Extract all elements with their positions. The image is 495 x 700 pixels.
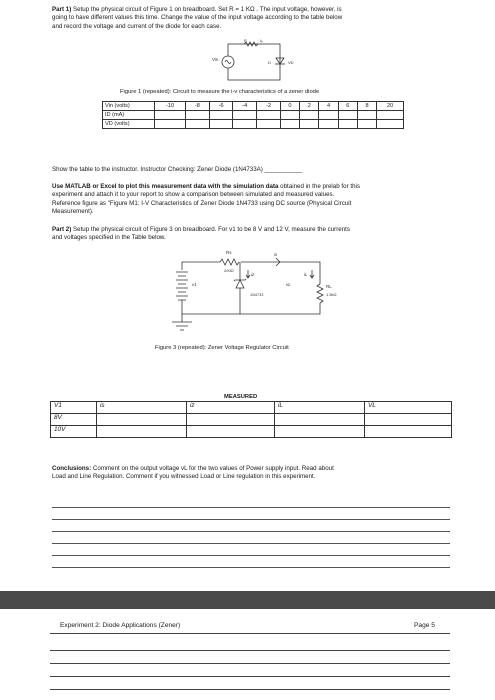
matlab-line-2: experiment and attach it to your report to show a comparison between simulated and measured values. (52, 191, 335, 199)
table2-header-cell: iz (187, 402, 275, 414)
table1-row-label: ID (mA) (103, 111, 155, 120)
table1-header-cell: 8 (357, 102, 376, 111)
table1-row-label: VD (volts) (103, 120, 155, 129)
table1-cell[interactable] (257, 120, 281, 129)
zener-1n4733 (236, 280, 244, 288)
table1-header-cell: 20 (377, 102, 404, 111)
table2-header-cell: V1 (51, 402, 97, 414)
matlab-line-4: Measurement). (52, 208, 94, 216)
measured-header: MEASURED (224, 394, 258, 400)
conclusions-line-1: Comment on the output voltage vL for the two values of Power supply input. Read about (91, 465, 334, 472)
table2-cell[interactable] (97, 426, 187, 438)
fig3-label-rs: Rs (226, 250, 232, 255)
table1-cell[interactable] (357, 111, 376, 120)
matlab-bold: Use MATLAB or Excel to plot this measurement data with the simulation data (52, 183, 279, 190)
fig1-label-vd: VD (288, 60, 294, 65)
table2-cell[interactable] (187, 414, 275, 426)
answer-line[interactable] (50, 689, 450, 690)
table1-cell[interactable] (209, 111, 233, 120)
answer-line[interactable] (52, 555, 450, 556)
table1-cell[interactable] (280, 111, 299, 120)
table1-header-cell: 2 (300, 102, 319, 111)
fig3-label-rl: RL (326, 284, 332, 289)
figure1-caption: Figure 1 (repeated): Circuit to measure the i-v characteristics of a zener diode (120, 89, 320, 95)
answer-line[interactable] (52, 507, 450, 508)
table1-header-cell: -4 (233, 102, 257, 111)
ground-icon (172, 322, 192, 330)
fig3-label-rl-val: 1.5kΩ (326, 292, 337, 297)
fig3-label-zener: 1N4733 (250, 293, 264, 297)
answer-line[interactable] (52, 567, 450, 568)
table1-header-cell: -10 (155, 102, 186, 111)
answer-line[interactable] (52, 531, 450, 532)
part1-heading: Part 1) (52, 6, 72, 13)
page-separator-band (0, 591, 495, 609)
figure1-loop (228, 44, 280, 80)
table2-row-8v (51, 414, 452, 426)
table2-cell[interactable] (275, 414, 365, 426)
table1-cell[interactable] (377, 111, 404, 120)
fig3-label-il: iL (304, 272, 308, 277)
table2-row-label: 8V (51, 414, 97, 426)
table1-cell[interactable] (300, 111, 319, 120)
table2-cell[interactable] (275, 426, 365, 438)
table1-cell[interactable] (377, 120, 404, 129)
fig1-label-vin: Vin (212, 57, 219, 62)
table1-cell[interactable] (319, 120, 338, 129)
fig3-label-rs-val: 200Ω (224, 268, 234, 273)
arrow-iz-icon (246, 270, 250, 278)
regulator-measurement-table (50, 401, 452, 438)
table2-row-label: 10V (51, 426, 97, 438)
table2-header-row (51, 402, 452, 414)
fig3-label-v1: v1 (192, 282, 197, 287)
part1-paragraph (52, 6, 452, 31)
table1-cell[interactable] (319, 111, 338, 120)
iv-measurement-table (102, 101, 404, 129)
footer-title: Experiment 2: Diode Applications (Zener) (60, 622, 181, 629)
resistor-rl (317, 284, 323, 303)
table1-row-vd (103, 120, 404, 129)
table1-cell[interactable] (155, 111, 186, 120)
table1-cell[interactable] (186, 111, 210, 120)
table1-cell[interactable] (155, 120, 186, 129)
part1-line-1: Setup the physical circuit of Figure 1 on breadboard. Set R = 1 KΩ . The input voltage, however, is (73, 6, 342, 13)
figure3-circuit (160, 244, 350, 334)
part1-line-3: and record the voltage and current of the diode for each case. (52, 22, 222, 30)
table1-header-cell: -6 (209, 102, 233, 111)
table2-cell[interactable] (187, 426, 275, 438)
table1-header-cell: Vin (volts) (103, 102, 155, 111)
table1-cell[interactable] (257, 111, 281, 120)
resistor-rs (220, 259, 239, 265)
table2-cell[interactable] (365, 426, 452, 438)
table1-cell[interactable] (233, 111, 257, 120)
table1-header-row (103, 102, 404, 111)
matlab-line-3: Reference figure as "Figure M1: I-V Characteristics of Zener Diode 1N4733 using DC source (Physical Circuit (52, 199, 352, 207)
table1-cell[interactable] (338, 111, 357, 120)
table1-cell[interactable] (280, 120, 299, 129)
arrow-il-icon (310, 270, 314, 278)
part1-line-2: going to have different values this time. Change the value of the input voltage according to the table below (52, 14, 343, 22)
fig1-label-r: R (244, 38, 247, 43)
part2-line-2: and voltages specified in the Table below. (52, 234, 166, 242)
table2-row-10v (51, 426, 452, 438)
fig3-label-is: is (274, 252, 278, 257)
table1-cell[interactable] (186, 120, 210, 129)
table1-header-cell: -8 (186, 102, 210, 111)
fig1-label-d: D (268, 60, 271, 65)
part2-paragraph (52, 226, 452, 243)
fig3-label-vl: vL (286, 282, 291, 287)
table1-cell[interactable] (300, 120, 319, 129)
conclusions-bold: Conclusions: (52, 465, 92, 472)
table2-cell[interactable] (365, 414, 452, 426)
table1-row-id (103, 111, 404, 120)
answer-line[interactable] (50, 676, 450, 677)
table1-cell[interactable] (338, 120, 357, 129)
table2-header-cell: VL (365, 402, 452, 414)
figure1-circuit (200, 36, 310, 86)
footer-page-number: Page 5 (414, 622, 435, 629)
instructor-check-line: Show the table to the instructor. Instructor Checking: Zener Diode (1N4733A) ___________ (52, 166, 303, 173)
battery-v1 (176, 272, 188, 300)
table1-cell[interactable] (209, 120, 233, 129)
conclusions-line-2: Load and Line Regulation. Comment if you witnessed Load or Line regulation in this experiment. (52, 473, 316, 481)
table1-header-cell: 0 (280, 102, 299, 111)
answer-line[interactable] (50, 650, 450, 651)
fig1-label-id: Iₑ (260, 38, 263, 43)
table1-cell[interactable] (357, 120, 376, 129)
fig3-label-iz: iz (251, 272, 255, 277)
table1-header-cell: 4 (319, 102, 338, 111)
table2-header-cell: is (97, 402, 187, 414)
matlab-line-1: obtained in the prelab for this (278, 183, 360, 190)
table1-header-cell: -2 (257, 102, 281, 111)
figure3-caption: Figure 3 (repeated): Zener Voltage Regulator Circuit (155, 345, 289, 351)
matlab-paragraph (52, 183, 452, 217)
part2-heading: Part 2) (52, 226, 72, 233)
table1-cell[interactable] (233, 120, 257, 129)
table2-cell[interactable] (97, 414, 187, 426)
conclusions-paragraph (52, 465, 457, 482)
answer-line[interactable] (50, 663, 450, 664)
answer-line[interactable] (52, 543, 450, 544)
table2-header-cell: iL (275, 402, 365, 414)
part2-line-1: Setup the physical circuit of Figure 3 on breadboard. For v1 to be 8 V and 12 V, measure the currents (73, 226, 350, 233)
answer-line[interactable] (52, 519, 450, 520)
table1-header-cell: 6 (338, 102, 357, 111)
footer-rule (50, 633, 450, 634)
